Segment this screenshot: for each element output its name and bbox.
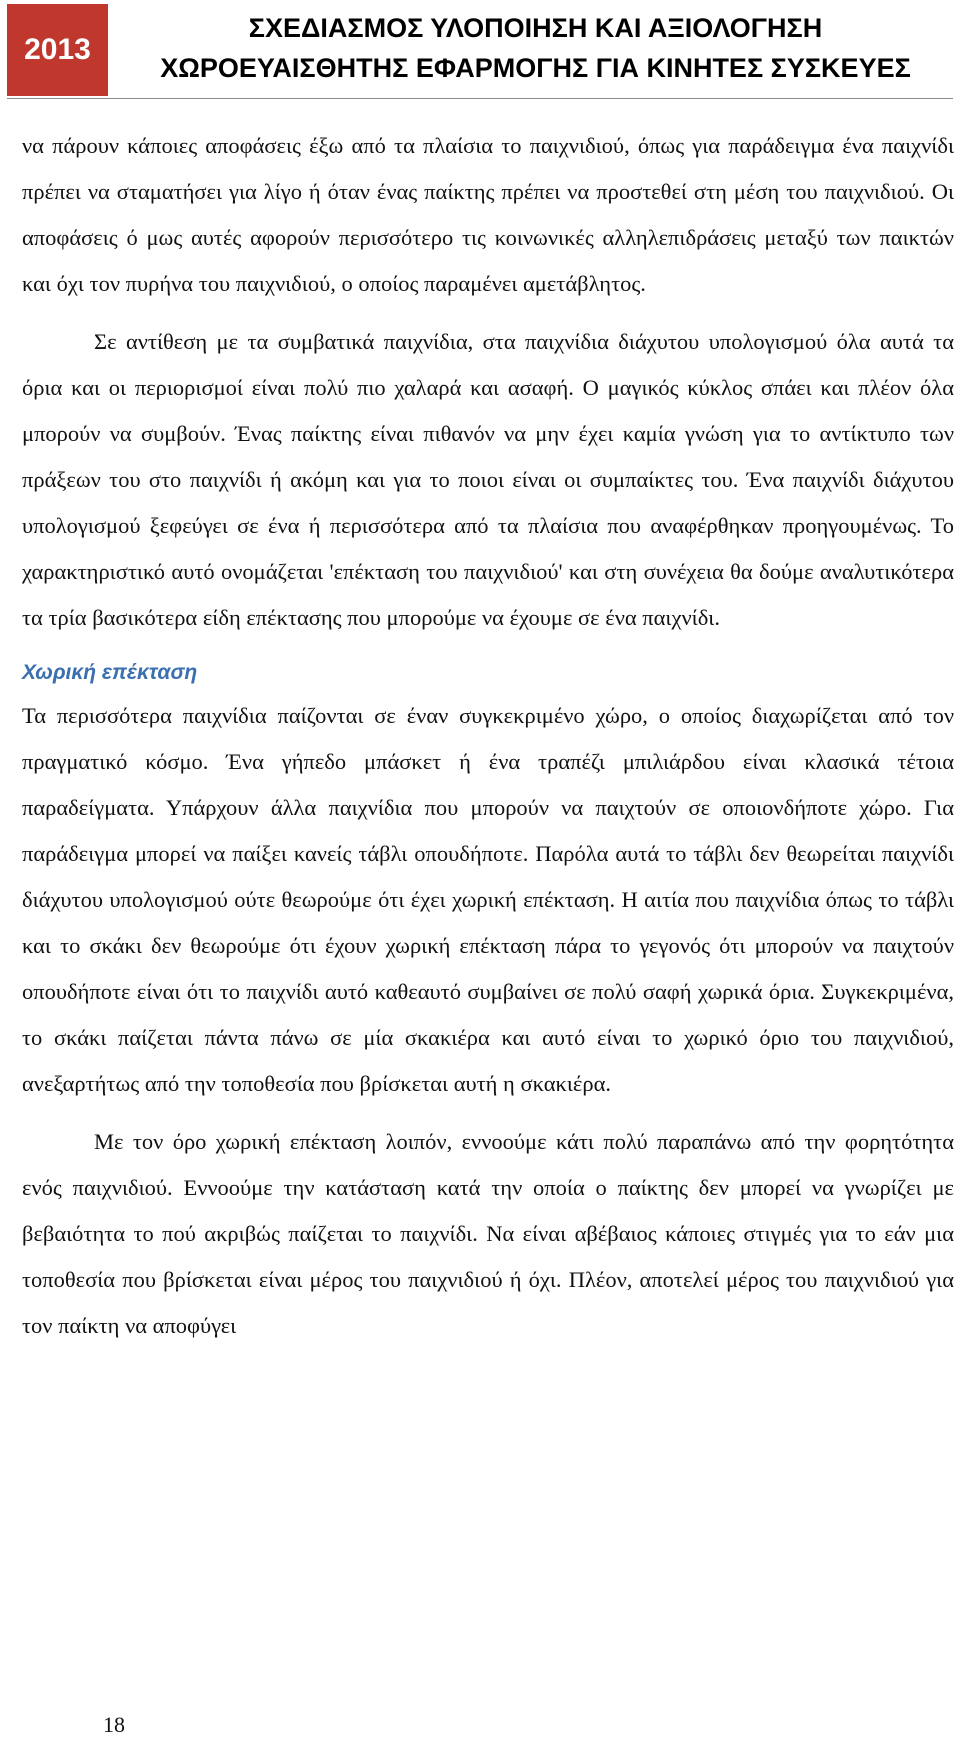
paragraph-gap <box>22 1107 954 1119</box>
header-divider <box>7 98 953 99</box>
page-header <box>0 0 960 100</box>
paragraph-gap <box>22 307 954 319</box>
body-paragraph-4: Με τον όρο χωρική επέκταση λοιπόν, εννοούμε κάτι πολύ παραπάνω από την φορητότητα ενός παιχνιδιού. Εννοούμε την κατάσταση κατά την οποία ο παίκτης δεν μπορεί να γνωρίζει με βεβαιότητα το πού ακριβώς παίζεται το παιχνίδι. Να είναι αβέβαιος κάποιες στιγμές για το εάν μια τοποθεσία που βρίσκεται είναι μέρος του παιχνιδιού ή όχι. Πλέον, αποτελεί μέρος του παιχνιδιού για τον παίκτη να αποφύγει <box>22 1129 954 1338</box>
page-body <box>22 123 954 1349</box>
header-title-line-1: ΣΧΕΔΙΑΣΜΟΣ ΥΛΟΠΟΙΗΣΗ ΚΑΙ ΑΞΙΟΛΟΓΗΣΗ <box>248 13 823 43</box>
year-badge: 2013 <box>7 4 108 96</box>
section-heading: Χωρική επέκταση <box>22 661 198 684</box>
page-number: 18 <box>103 1712 125 1737</box>
body-paragraph-3: Τα περισσότερα παιχνίδια παίζονται σε έναν συγκεκριμένο χώρο, ο οποίος διαχωρίζεται από τον πραγματικό κόσμο. Ένα γήπεδο μπάσκετ ή ένα τραπέζι μπιλιάρδου είναι κλασικά τέτοια παραδείγματα. Υπάρχουν άλλα παιχνίδια που μπορούν να παιχτούν σε οποιονδήποτε χώρο. Για παράδειγμα μπορεί να παίξει κανείς τάβλι οπουδήποτε. Παρόλα αυτά το τάβλι δεν θεωρείται παιχνίδι διάχυτου υπολογισμού ούτε θεωρούμε ότι έχει χωρική επέκταση. Η αιτία που παιχνίδια όπως το τάβλι και το σκάκι δεν θεωρούμε ότι έχουν χωρική επέκταση πάρα το γεγονός ότι μπορούν να παιχτούν οπουδήποτε είναι ότι το παιχνίδι αυτό καθεαυτό συμβαίνει σε πολύ σαφή χωρικά όρια. Συγκεκριμένα, το σκάκι παίζεται πάντα πάνω σε μία σκακιέρα και αυτό είναι το χωρικό όριο του παιχνιδιού, ανεξαρτήτως από την τοποθεσία που βρίσκεται αυτή η σκακιέρα. <box>22 703 954 1096</box>
body-paragraph-2: Σε αντίθεση με τα συμβατικά παιχνίδια, στα παιχνίδια διάχυτου υπολογισμού όλα αυτά τα όρια και οι περιορισμοί είναι πολύ πιο χαλαρά και ασαφή. Ο μαγικός κύκλος σπάει και πλέον όλα μπορούν να συμβούν. Ένας παίκτης είναι πιθανόν να μην έχει καμία γνώση για το αντίκτυπο των πράξεων του στο παιχνίδι ή ακόμη και για το ποιοι είναι οι συμπαίκτες του. Ένα παιχνίδι διάχυτου υπολογισμού ξεφεύγει σε ένα ή περισσότερα από τα πλαίσια που αναφέρθηκαν προηγουμένως. Το χαρακτηριστικό αυτό ονομάζεται 'επέκταση του παιχνιδιού' και στη συνέχεια θα δούμε αναλυτικότερα τα τρία βασικότερα είδη επέκτασης που μπορούμε να έχουμε σε ένα παιχνίδι. <box>22 329 954 630</box>
body-paragraph-1: να πάρουν κάποιες αποφάσεις έξω από τα πλαίσια το παιχνιδιού, όπως για παράδειγμα ένα παιχνίδι πρέπει να σταματήσει για λίγο ή όταν ένας παίκτης πρέπει να προστεθεί στη μέση του παιχνιδιού. Οι αποφάσεις ό μως αυτές αφορούν περισσότερο τις κοινωνικές αλληλεπιδράσεις μεταξύ των παικτών και όχι τον πυρήνα του παιχνιδιού, ο οποίος παραμένει αμετάβλητος. <box>22 133 954 296</box>
header-title-line-2: ΧΩΡΟΕΥΑΙΣΘΗΤΗΣ ΕΦΑΡΜΟΓΗΣ ΓΙΑ ΚΙΝΗΤΕΣ ΣΥΣΚΕΥΕΣ <box>160 53 911 83</box>
